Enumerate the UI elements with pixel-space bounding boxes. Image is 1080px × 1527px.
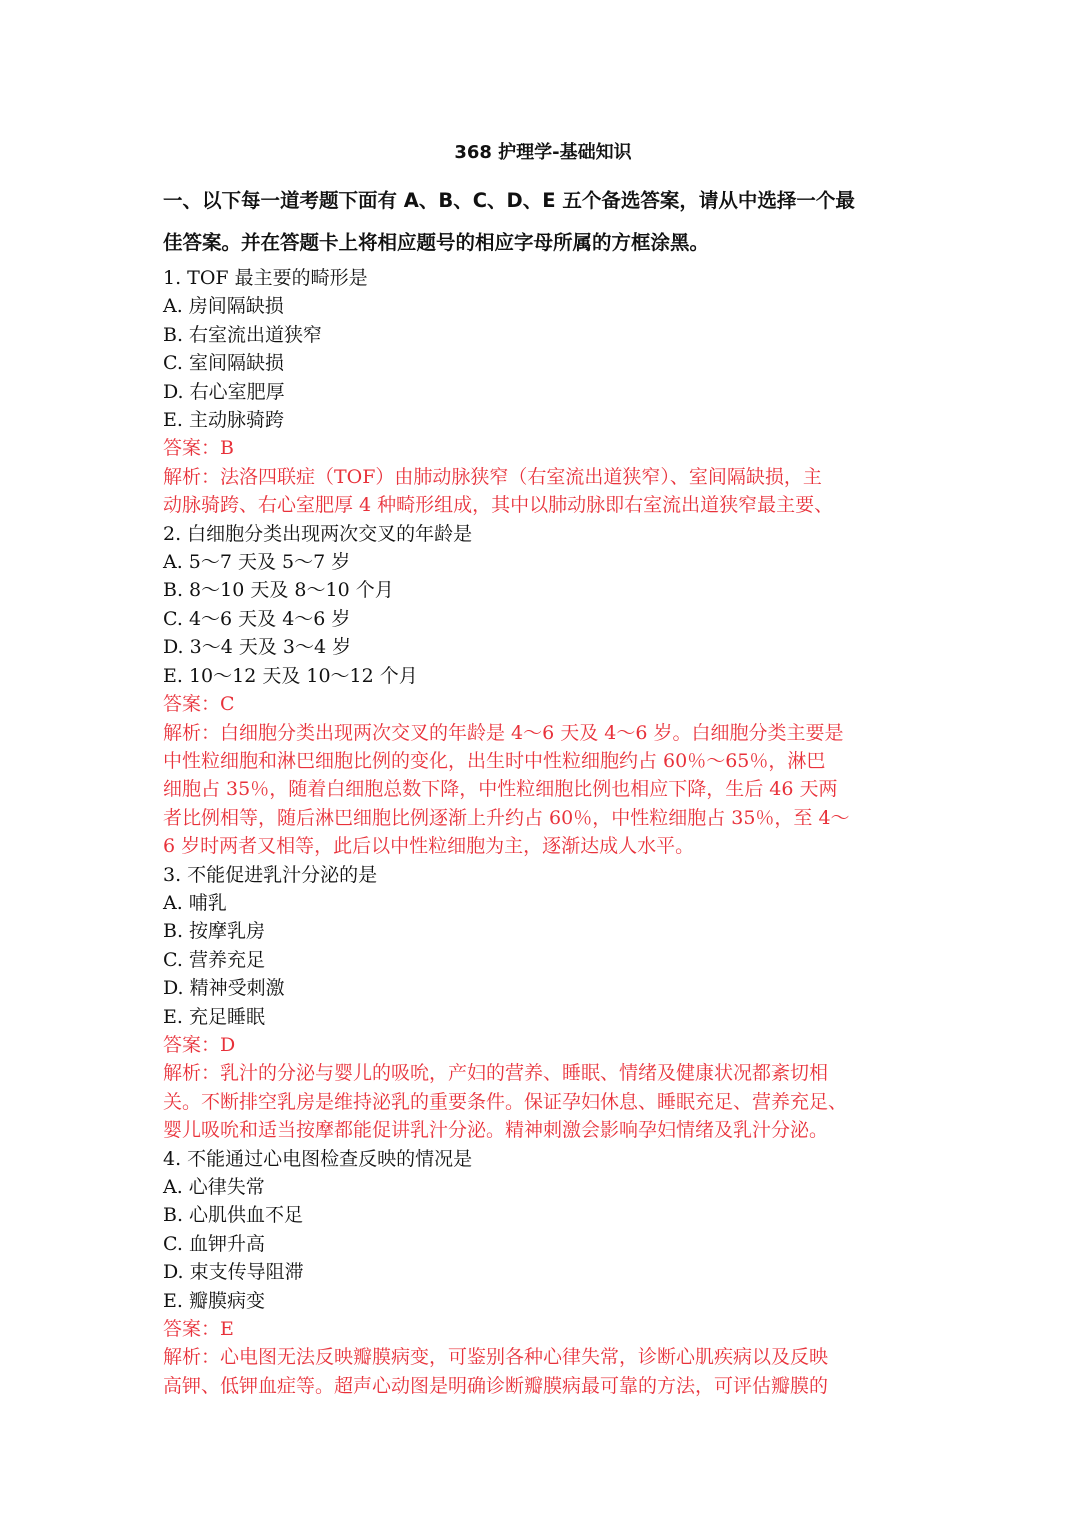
- analysis-line: 中性粒细胞和淋巴细胞比例的变化，出生时中性粒细胞约占 60％～65％，淋巴: [163, 749, 826, 772]
- answer-option: B. 心肌供血不足: [163, 1204, 304, 1227]
- analysis-line: 动脉骑跨、右心室肥厚 4 种畸形组成，其中以肺动脉即右室流出道狭窄最主要、: [163, 494, 834, 517]
- analysis-line: 6 岁时两者又相等，此后以中性粒细胞为主，逐渐达成人水平。: [163, 835, 695, 858]
- answer-option: A. 哺乳: [163, 891, 227, 914]
- answer-option: A. 5～7 天及 5～7 岁: [163, 551, 351, 574]
- answer-option: D. 3～4 天及 3～4 岁: [163, 636, 352, 659]
- answer-option: E. 10～12 天及 10～12 个月: [163, 664, 418, 687]
- answer-option: D. 右心室肥厚: [163, 380, 285, 403]
- answer-option: C. 4～6 天及 4～6 岁: [163, 607, 351, 630]
- answer-option: E. 主动脉骑跨: [163, 409, 284, 432]
- question-block: [163, 861, 923, 1145]
- question-stem: 3. 不能促进乳汁分泌的是: [163, 863, 378, 886]
- answer-option: C. 室间隔缺损: [163, 352, 284, 375]
- analysis-line: 婴儿吸吮和适当按摩都能促讲乳汁分泌。精神刺激会影响孕妇情绪及乳汁分泌。: [163, 1119, 829, 1142]
- question-block: [163, 520, 923, 861]
- question-list: [163, 264, 923, 1400]
- answer-key: 答案：C: [163, 693, 235, 716]
- question-stem: 2. 白细胞分类出现两次交叉的年龄是: [163, 522, 473, 545]
- answer-key: 答案：B: [163, 437, 234, 460]
- answer-option: E. 充足睡眠: [163, 1005, 265, 1028]
- answer-key: 答案：D: [163, 1033, 236, 1056]
- answer-option: A. 房间隔缺损: [163, 295, 284, 318]
- answer-option: B. 8～10 天及 8～10 个月: [163, 579, 394, 602]
- analysis-line: 解析：白细胞分类出现两次交叉的年龄是 4～6 天及 4～6 岁。白细胞分类主要是: [163, 721, 844, 744]
- analysis-line: 关。不断排空乳房是维持泌乳的重要条件。保证孕妇休息、睡眠充足、营养充足、: [163, 1090, 848, 1113]
- answer-option: E. 瓣膜病变: [163, 1289, 265, 1312]
- question-block: [163, 1145, 923, 1401]
- answer-option: D. 束支传导阻滞: [163, 1261, 304, 1284]
- answer-option: C. 血钾升高: [163, 1232, 265, 1255]
- answer-option: B. 右室流出道狭窄: [163, 323, 323, 346]
- answer-option: C. 营养充足: [163, 948, 265, 971]
- analysis-line: 解析：乳汁的分泌与婴儿的吸吮，产妇的营养、睡眠、情绪及健康状况都紊切相: [163, 1062, 829, 1085]
- analysis-line: 高钾、低钾血症等。超声心动图是明确诊断瓣膜病最可靠的方法，可评估瓣膜的: [163, 1374, 829, 1397]
- document-title: 368 护理学-基础知识: [454, 142, 632, 163]
- question-block: [163, 264, 923, 520]
- instruction-line-1: 一、以下每一道考题下面有 A、B、C、D、E 五个备选答案，请从中选择一个最: [163, 189, 855, 212]
- question-stem: 4. 不能通过心电图检查反映的情况是: [163, 1147, 473, 1170]
- answer-option: A. 心律失常: [163, 1176, 265, 1198]
- document-content: [163, 138, 923, 1400]
- question-stem: 1. TOF 最主要的畸形是: [163, 267, 368, 289]
- analysis-line: 解析：法洛四联症（TOF）由肺动脉狭窄（右室流出道狭窄）、室间隔缺损，主: [163, 465, 822, 488]
- answer-option: B. 按摩乳房: [163, 920, 266, 943]
- answer-option: D. 精神受刺激: [163, 977, 285, 1000]
- instruction-line-2: 佳答案。并在答题卡上将相应题号的相应字母所属的方框涂黑。: [163, 231, 710, 254]
- analysis-line: 细胞占 35％，随着白细胞总数下降，中性粒细胞比例也相应下降，生后 46 天两: [163, 778, 838, 801]
- analysis-line: 者比例相等，随后淋巴细胞比例逐渐上升约占 60％，中性粒细胞占 35％，至 4～: [163, 806, 850, 829]
- analysis-line: 解析：心电图无法反映瓣膜病变，可鉴别各种心律失常，诊断心肌疾病以及反映: [163, 1346, 829, 1369]
- answer-key: 答案：E: [163, 1318, 234, 1341]
